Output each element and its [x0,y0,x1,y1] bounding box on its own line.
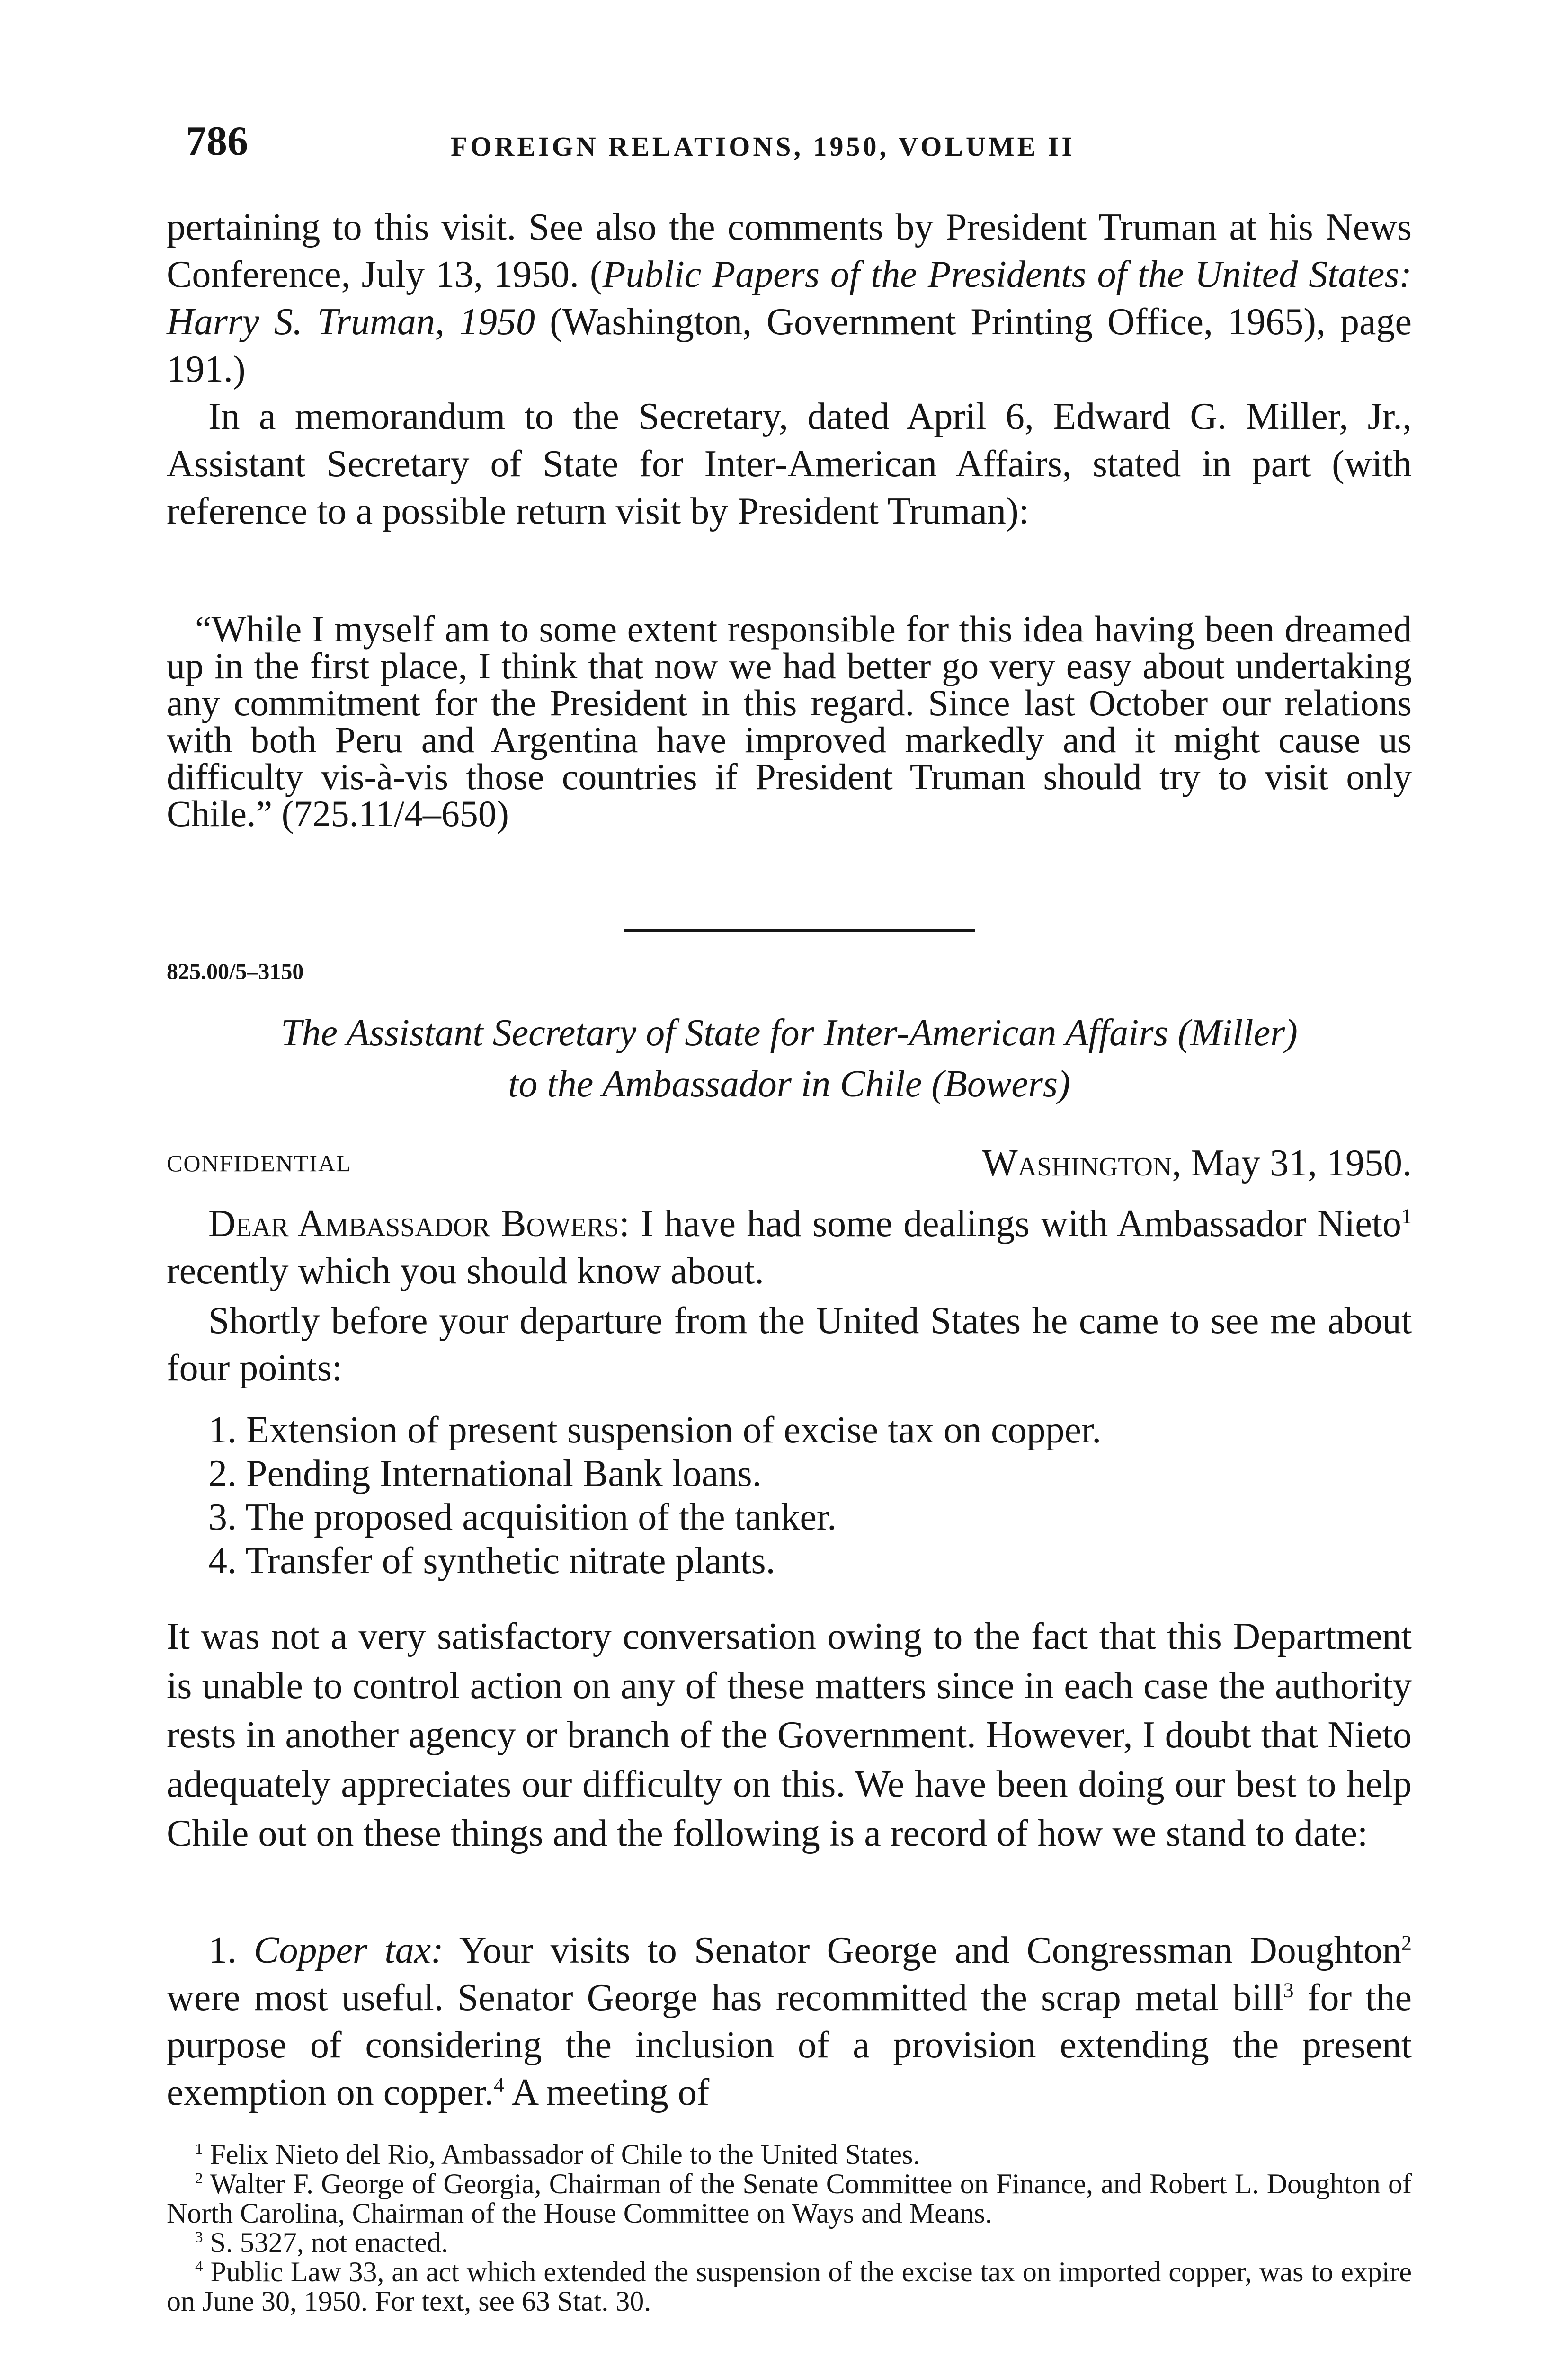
footnote-text: S. 5327, not enacted. [203,2227,448,2258]
footnote-mark: 2 [195,2170,203,2187]
copper-text-c: for the purpose of considering the inclusion of a provision extending the present exemption on copper. [167,1977,1412,2113]
salutation: Dear Ambassador Bowers [208,1203,619,1245]
footnote-mark: 3 [195,2229,203,2246]
list-item: 1. Extension of present suspension of excise tax on copper. [208,1409,1102,1451]
document-title-line-2: to the Ambassador in Chile (Bowers) [508,1063,1070,1105]
intro-text-end: (Washington, Government Printing Office, 1965), page 191.) [167,301,1412,390]
quoted-memorandum: “While I myself am to some extent responsible for this idea having been dreamed up in the first place, I think that now we had better go very easy about undertaking any commitment for the President in this regard. Since last October our relations with both Peru and Argentina have improved markedly and it might cause us difficulty vis-à-vis those countries if President Truman should try to visit only Chile.” (725.11/4–650) [167,608,1412,834]
copper-text-b: were most useful. Senator George has recommitted the scrap metal bill [167,1977,1283,2019]
points-intro: Shortly before your departure from the United States he came to see me about four points: [167,1300,1412,1389]
footnotes [167,2140,1412,2316]
list-item: 2. Pending International Bank loans. [208,1453,762,1495]
points-list [208,1408,1101,1583]
footnote-text: Walter F. George of Georgia, Chairman of the Senate Committee on Finance, and Robert L. Doughton of North Carolina, Chairman of the House Committee on Ways and Means. [167,2168,1412,2229]
classification-label: CONFIDENTIAL [167,1150,352,1176]
list-item: 3. The proposed acquisition of the tanker. [208,1496,837,1538]
section-divider [624,929,975,932]
memorandum-paragraph: In a memorandum to the Secretary, dated April 6, Edward G. Miller, Jr., Assistant Secretary of State for Inter-American Affairs, stated in part (with reference to a possible return visit by President Truman): [167,396,1412,532]
footnote-ref-4: 4 [493,2073,504,2097]
page-number: 786 [186,118,248,164]
dateline [982,1142,1412,1185]
footnote-ref-1: 1 [1401,1204,1412,1228]
intro-paragraph-2 [167,393,1412,535]
footnote-mark: 4 [195,2258,203,2275]
letter-opening [167,1200,1412,1295]
running-title: FOREIGN RELATIONS, 1950, VOLUME II [451,131,1075,162]
copper-tax-label: Copper tax: [254,1930,444,1971]
footnote-text: Public Law 33, an act which extended the suspension of the excise tax on imported copper, was to expire on June 30, 1950. For text, see 63 Stat. 30. [167,2256,1412,2317]
dateline-date: , May 31, 1950. [1172,1142,1412,1184]
footnote-ref-2: 2 [1401,1931,1412,1955]
footnote [167,2257,1412,2316]
document-title [167,1007,1412,1110]
footnote-text: Felix Nieto del Rio, Ambassador of Chile to the United States. [203,2139,920,2170]
footnote-ref-3: 3 [1283,1978,1294,2002]
footnote [167,2140,1412,2169]
intro-paragraph-1 [167,204,1412,393]
opening-text-a: : I have had some dealings with Ambassador Nieto [619,1203,1402,1245]
letter-paragraph-conversation [167,1612,1412,1858]
footnote-mark: 1 [195,2141,203,2158]
footnote [167,2228,1412,2257]
item-number: 1. [208,1930,237,1971]
document-file-number: 825.00/5–3150 [167,959,304,984]
dateline-place: Washington [982,1142,1172,1184]
letter-paragraph-points [167,1297,1412,1392]
document-title-line-1: The Assistant Secretary of State for Inter-American Affairs (Miller) [281,1012,1298,1054]
copper-tax-paragraph [167,1927,1412,2116]
copper-text-d: A meeting of [504,2072,710,2113]
intro-text-start: pertaining to this visit. See also the comments by President Truman at his News Conference, July 13, 1950. ( [167,206,1412,295]
copper-text-a: Your visits to Senator George and Congressman Doughton [443,1930,1402,1971]
opening-text-b: recently which you should know about. [167,1250,764,1292]
conversation-paragraph: It was not a very satisfactory conversation owing to the fact that this Department is unable to control action on any of these matters since in each case the authority rests in another agency or branch of the Government. However, I doubt that Nieto adequately appreciates our difficulty on this. We have been doing our best to help Chile out on these things and the following is a record of how we stand to date: [167,1616,1412,1854]
running-header [186,117,1426,174]
footnote [167,2169,1412,2228]
list-item: 4. Transfer of synthetic nitrate plants. [208,1540,775,1582]
publication-title: Public Papers of the Presidents of the United States: Harry S. Truman, 1950 [167,254,1412,343]
